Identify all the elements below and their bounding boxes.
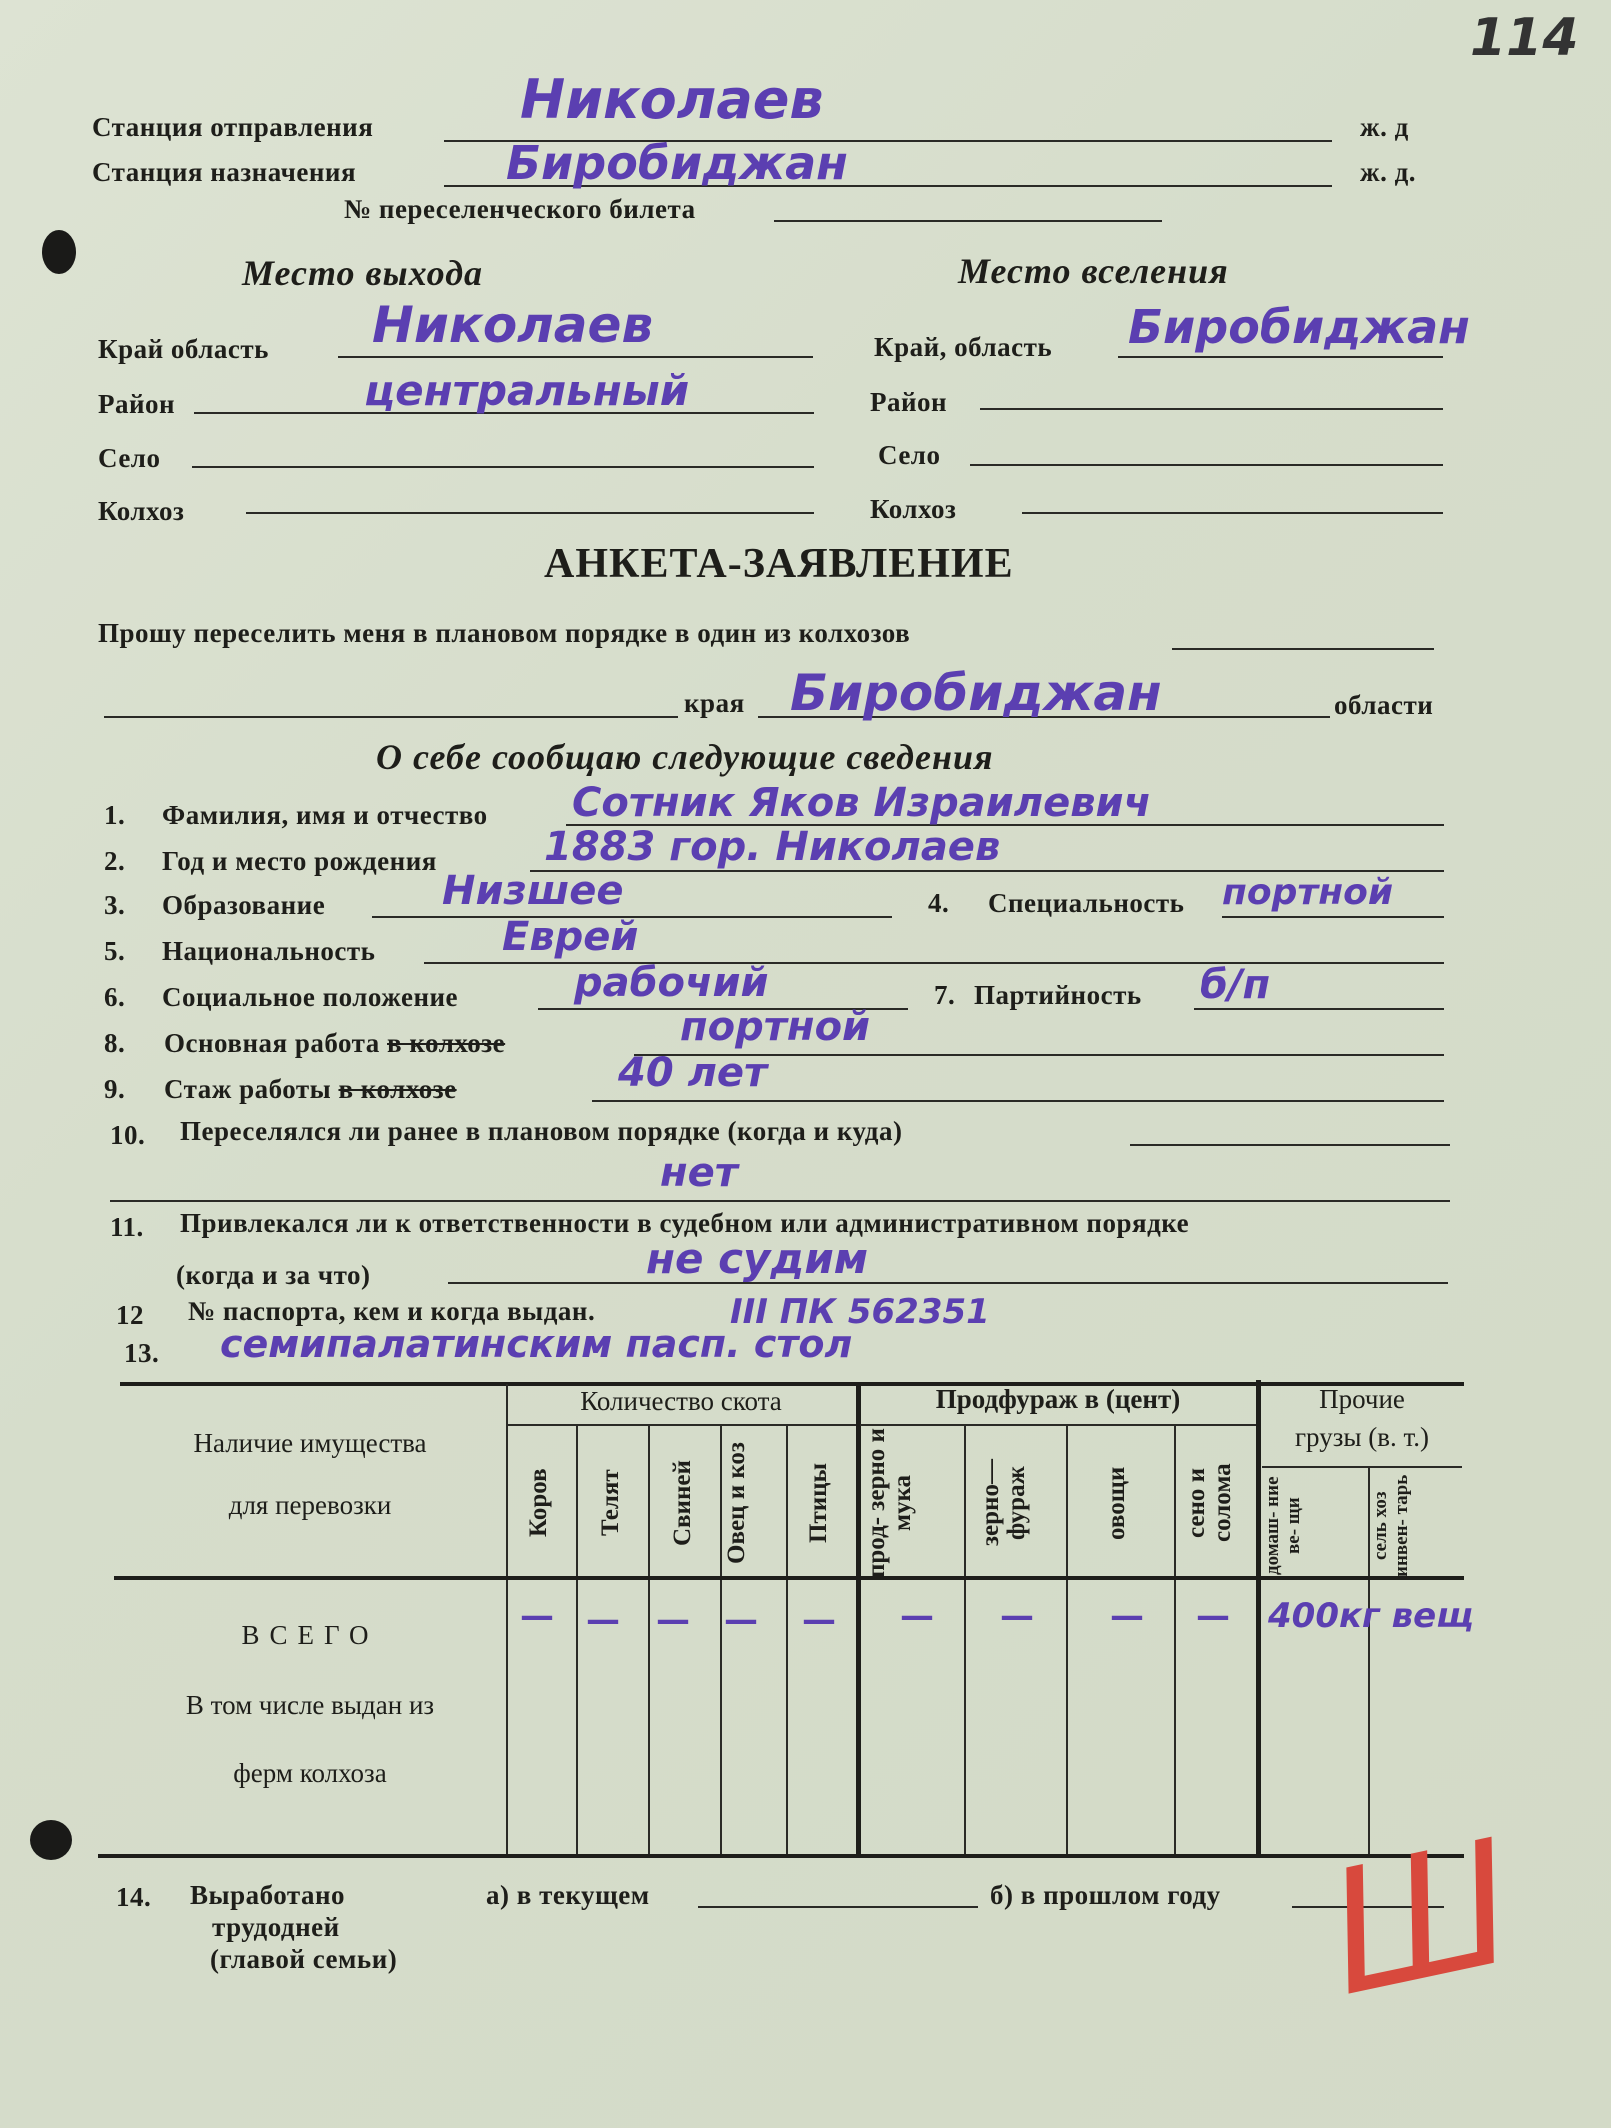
workdays-current-line bbox=[698, 1906, 978, 1908]
workdays-label-3: (главой семьи) bbox=[210, 1944, 398, 1974]
item-10-label: Переселялся ли ранее в плановом порядке (когда и куда) bbox=[180, 1116, 903, 1146]
origin-heading: Место выхода bbox=[242, 253, 484, 293]
other-group-line bbox=[1262, 1466, 1462, 1468]
departure-suffix: ж. д bbox=[1360, 112, 1409, 142]
col-sheep: Овец и коз bbox=[723, 1442, 750, 1564]
item-12-value: III ПК 562351 bbox=[730, 1292, 990, 1332]
col-cows: Коров bbox=[525, 1468, 552, 1538]
kray-value: Биробиджан bbox=[790, 664, 1162, 722]
item-6-value: рабочий bbox=[574, 960, 769, 1006]
punch-hole-top bbox=[42, 230, 76, 274]
settlement-region-line bbox=[1118, 356, 1443, 358]
destination-label: Станция назначения bbox=[92, 157, 357, 187]
item-7-label: Партийность bbox=[974, 980, 1142, 1010]
item-9-value: 40 лет bbox=[618, 1050, 768, 1096]
origin-village-line bbox=[192, 466, 814, 468]
item-5-value: Еврей bbox=[502, 914, 639, 960]
item-8-number: 8. bbox=[104, 1028, 126, 1058]
item-11-line bbox=[448, 1282, 1448, 1284]
request-blank-line bbox=[104, 716, 678, 718]
item-6-number: 6. bbox=[104, 982, 126, 1012]
col-line-5 bbox=[964, 1426, 966, 1854]
departure-value: Николаев bbox=[520, 68, 824, 131]
item-13-value: семипалатинским пасп. стол bbox=[220, 1322, 853, 1366]
table-header-bottom bbox=[114, 1576, 1464, 1580]
item-12-label: № паспорта, кем и когда выдан. bbox=[188, 1296, 596, 1326]
item-2-value: 1883 гор. Николаев bbox=[544, 824, 1001, 870]
workdays-label-1: Выработано bbox=[190, 1880, 346, 1910]
col-farm: сель хоз инвен- тарь bbox=[1370, 1474, 1412, 1578]
item-11-label: Привлекался ли к ответственности в судебном или административном порядке bbox=[180, 1208, 1190, 1238]
total-label: ВСЕГО bbox=[241, 1620, 379, 1650]
table-row-head-2: для перевозки bbox=[228, 1490, 392, 1520]
archive-page-number: 114 bbox=[1470, 8, 1579, 68]
col-line-1 bbox=[576, 1426, 578, 1854]
item-8-label bbox=[164, 1028, 505, 1059]
item-1-label: Фамилия, имя и отчество bbox=[162, 800, 488, 830]
item-8-label-main: Основная работа bbox=[164, 1028, 388, 1058]
livestock-group-line bbox=[506, 1424, 856, 1426]
workdays-label-2: трудодней bbox=[212, 1912, 340, 1942]
item-10-line-a bbox=[1130, 1144, 1450, 1146]
ticket-label: № переселенческого билета bbox=[344, 194, 696, 224]
item-8-label-struck: в колхозе bbox=[387, 1028, 506, 1058]
item-11-label-cont: (когда и за что) bbox=[176, 1260, 371, 1290]
item-4-value: портной bbox=[1222, 872, 1394, 913]
total-sheep: — bbox=[724, 1600, 758, 1640]
item-10-number: 10. bbox=[110, 1120, 146, 1150]
total-hay: — bbox=[1196, 1596, 1230, 1636]
table-vline-head bbox=[506, 1384, 508, 1854]
request-line: Прошу переселить меня в плановом порядке в один из колхозов bbox=[98, 618, 911, 648]
col-hay: сено и солома bbox=[1183, 1463, 1236, 1543]
col-poultry: Птицы bbox=[805, 1462, 832, 1544]
item-9-line bbox=[592, 1100, 1444, 1102]
total-cows: — bbox=[520, 1596, 554, 1636]
item-4-number: 4. bbox=[928, 888, 950, 918]
origin-region-line bbox=[338, 356, 813, 358]
origin-kolkhoz-line bbox=[246, 512, 814, 514]
col-calves: Телят bbox=[597, 1469, 624, 1537]
total-poultry: — bbox=[802, 1600, 836, 1640]
total-pigs: — bbox=[656, 1600, 690, 1640]
origin-kolkhoz-label: Колхоз bbox=[98, 496, 185, 526]
item-9-number: 9. bbox=[104, 1074, 126, 1104]
item-2-label: Год и место рождения bbox=[162, 846, 437, 876]
origin-district-value: центральный bbox=[364, 366, 690, 415]
workdays-previous-label: б) в прошлом году bbox=[990, 1880, 1221, 1910]
col-line-2 bbox=[648, 1426, 650, 1854]
item-14-number: 14. bbox=[116, 1882, 152, 1912]
settlement-kolkhoz-label: Колхоз bbox=[870, 494, 957, 524]
settlement-village-line bbox=[970, 464, 1443, 466]
item-2-number: 2. bbox=[104, 846, 126, 876]
origin-region-label: Край область bbox=[98, 334, 269, 364]
total-forage: — bbox=[1000, 1596, 1034, 1636]
livestock-group-header: Количество скота bbox=[580, 1386, 782, 1416]
item-5-label: Национальность bbox=[162, 936, 376, 966]
origin-village-label: Село bbox=[98, 443, 161, 473]
item-11-value: не судим bbox=[646, 1234, 869, 1283]
form-title: АНКЕТА-ЗАЯВЛЕНИЕ bbox=[544, 541, 1014, 587]
total-grain: — bbox=[900, 1596, 934, 1636]
origin-region-value: Николаев bbox=[372, 296, 654, 354]
item-7-line bbox=[1194, 1008, 1444, 1010]
table-vline-fodder-end bbox=[1256, 1380, 1261, 1854]
punch-hole-bottom bbox=[30, 1820, 72, 1860]
total-vegetables: — bbox=[1110, 1596, 1144, 1636]
item-10-value: нет bbox=[660, 1150, 738, 1196]
item-4-label: Специальность bbox=[988, 888, 1185, 918]
other-group-header-2: грузы (в. т.) bbox=[1294, 1422, 1430, 1452]
col-line-4 bbox=[786, 1426, 788, 1854]
item-8-value: портной bbox=[680, 1004, 871, 1050]
issued-label-2: ферм колхоза bbox=[233, 1758, 387, 1788]
settlement-heading: Место вселения bbox=[958, 251, 1229, 291]
item-13-number: 13. bbox=[124, 1338, 160, 1368]
fodder-group-header: Продфураж в (цент) bbox=[935, 1384, 1181, 1414]
settlement-kolkhoz-line bbox=[1022, 512, 1443, 514]
col-vegetables: овощи bbox=[1103, 1466, 1130, 1540]
settlement-village-label: Село bbox=[878, 440, 941, 470]
issued-label-1: В том числе выдан из bbox=[185, 1690, 435, 1720]
item-1-number: 1. bbox=[104, 800, 126, 830]
col-forage: зерно— фураж bbox=[977, 1459, 1030, 1547]
item-10-line-b bbox=[110, 1200, 1450, 1202]
item-4-line bbox=[1222, 916, 1444, 918]
workdays-current-label: а) в текущем bbox=[486, 1880, 650, 1910]
table-bottom-border bbox=[98, 1854, 1464, 1858]
departure-label: Станция отправления bbox=[92, 112, 374, 142]
item-9-label bbox=[164, 1074, 457, 1105]
item-7-value: б/п bbox=[1200, 962, 1271, 1008]
table-vline-livestock-end bbox=[856, 1384, 861, 1854]
item-6-label: Социальное положение bbox=[162, 982, 459, 1012]
col-line-6 bbox=[1066, 1426, 1068, 1854]
info-heading: О себе сообщаю следующие сведения bbox=[376, 737, 994, 777]
item-3-number: 3. bbox=[104, 890, 126, 920]
table-row-head-1: Наличие имущества bbox=[193, 1428, 427, 1458]
col-pigs: Свиней bbox=[669, 1460, 696, 1546]
fodder-group-line bbox=[860, 1424, 1256, 1426]
col-household: домаш- ние ве- щи bbox=[1262, 1476, 1304, 1576]
origin-district-label: Район bbox=[98, 389, 176, 419]
ticket-line bbox=[774, 220, 1162, 222]
item-3-label: Образование bbox=[162, 890, 326, 920]
col-line-7 bbox=[1174, 1426, 1176, 1854]
item-9-label-main: Стаж работы bbox=[164, 1074, 339, 1104]
settlement-region-label: Край, область bbox=[874, 332, 1053, 362]
red-pencil-mark: Ш bbox=[1311, 1803, 1531, 2035]
kray-label: края bbox=[684, 688, 745, 718]
other-group-header-1: Прочие bbox=[1319, 1384, 1405, 1414]
total-household: 400кг вещ bbox=[1268, 1596, 1474, 1636]
item-3-value: Низшее bbox=[442, 868, 624, 914]
col-grain: прод- зерно и мука bbox=[863, 1428, 916, 1578]
request-kolkhoz-line bbox=[1172, 648, 1434, 650]
item-12-number: 12 bbox=[116, 1300, 144, 1330]
oblast-label: области bbox=[1334, 690, 1434, 720]
destination-value: Биробиджан bbox=[506, 136, 848, 190]
settlement-district-label: Район bbox=[870, 387, 948, 417]
item-7-number: 7. bbox=[934, 980, 956, 1010]
settlement-region-value: Биробиджан bbox=[1128, 300, 1470, 354]
item-9-label-struck: в колхозе bbox=[338, 1074, 457, 1104]
settlement-district-line bbox=[980, 408, 1443, 410]
col-line-3 bbox=[720, 1426, 722, 1854]
item-1-value: Сотник Яков Израилевич bbox=[572, 780, 1152, 826]
destination-suffix: ж. д. bbox=[1360, 157, 1416, 187]
item-5-number: 5. bbox=[104, 936, 126, 966]
item-11-number: 11. bbox=[110, 1212, 144, 1242]
total-calves: — bbox=[586, 1600, 620, 1640]
